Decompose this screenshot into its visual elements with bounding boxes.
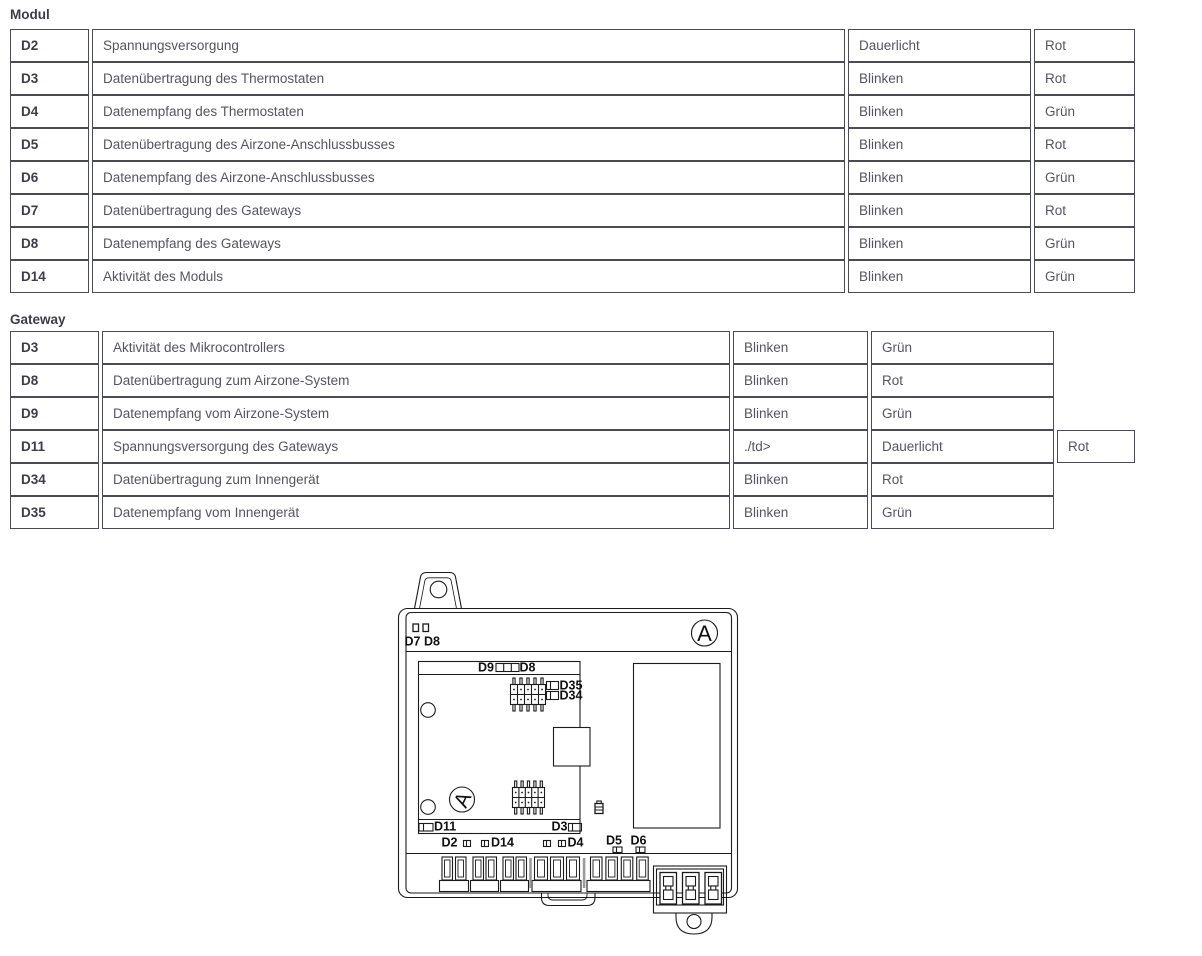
mode-cell: Blinken [848, 194, 1031, 227]
module-diagram [393, 556, 751, 956]
label-d14: D14 [491, 835, 514, 850]
label-d7-d8: D7 D8 [404, 634, 440, 649]
description-cell: Datenübertragung zum Innengerät [102, 463, 730, 496]
description-cell: Datenempfang des Airzone-Anschlussbusses [92, 161, 845, 194]
led-id-cell: D9 [10, 397, 99, 430]
description-cell: Datenempfang vom Innengerät [102, 496, 730, 529]
label-d6: D6 [630, 833, 647, 848]
description-cell: Datenempfang des Gateways [92, 227, 845, 260]
table-row [10, 62, 1135, 95]
led-d4 [559, 841, 566, 847]
table-row [10, 397, 1135, 430]
led-d6 [636, 847, 645, 853]
color-cell: Rot [1034, 29, 1135, 62]
mode-cell: Blinken [733, 496, 868, 529]
color-cell: Rot [871, 364, 1054, 397]
led-id-cell: D7 [10, 194, 89, 227]
label-d11: D11 [434, 819, 457, 834]
mode-cell: Blinken [733, 364, 868, 397]
pcb-hole-top [421, 703, 436, 718]
mode-cell: Blinken [733, 331, 868, 364]
color-cell: Rot [1034, 194, 1135, 227]
description-cell: Datenübertragung des Airzone-Anschlussbusses [92, 128, 845, 161]
led-d34 [547, 692, 559, 700]
led-d11 [419, 824, 433, 832]
table-row [10, 128, 1135, 161]
table-row [10, 194, 1135, 227]
mode-cell: Blinken [848, 95, 1031, 128]
mode-cell: Blinken [848, 260, 1031, 293]
description-cell: Aktivität des Moduls [92, 260, 845, 293]
pcb-logo-letter: A [449, 788, 477, 812]
mode-cell: Blinken [848, 62, 1031, 95]
led-id-cell: D3 [10, 62, 89, 95]
label-d35: D35 [559, 678, 583, 693]
led-id-cell: D11 [10, 430, 99, 463]
modul-section-title: Modul [10, 7, 50, 22]
mode-cell: Blinken [848, 161, 1031, 194]
led-id-cell: D14 [10, 260, 89, 293]
label-d34: D34 [559, 688, 583, 703]
color-cell: Grün [1034, 95, 1135, 128]
led-id-cell: D35 [10, 496, 99, 529]
table-row [10, 430, 1135, 463]
terminal-strip [440, 857, 651, 892]
right-compartment [634, 664, 721, 829]
description-cell: Datenempfang vom Airzone-System [102, 397, 730, 430]
color-cell: Rot [1034, 128, 1135, 161]
color-cell: Grün [871, 331, 1054, 364]
power-connector [654, 866, 727, 913]
modul-table [10, 29, 1135, 293]
label-d3: D3 [551, 819, 568, 834]
color-cell: Grün [1034, 161, 1135, 194]
table-row [10, 260, 1135, 293]
table-row [10, 29, 1135, 62]
color-cell: Grün [1034, 260, 1135, 293]
din-rail-clip [542, 894, 596, 906]
label-d5: D5 [606, 833, 622, 848]
raw-artifact-cell: ./td> [733, 430, 868, 463]
color-cell: Rot [1034, 62, 1135, 95]
color-cell: Grün [1034, 227, 1135, 260]
led-id-cell: D8 [10, 364, 99, 397]
mode-cell: Blinken [733, 397, 868, 430]
description-cell: Datenübertragung des Gateways [92, 194, 845, 227]
led-bar-d9-d8 [496, 664, 519, 672]
color-cell: Rot [1057, 430, 1135, 463]
led-id-cell: D8 [10, 227, 89, 260]
gateway-table [10, 331, 1135, 529]
mode-cell: Dauerlicht [848, 29, 1031, 62]
chip-icon [595, 801, 603, 814]
color-cell: Grün [871, 397, 1054, 430]
label-d2: D2 [441, 835, 458, 850]
led-id-cell: D4 [10, 95, 89, 128]
table-row [10, 331, 1135, 364]
description-cell: Datenübertragung des Thermostaten [92, 62, 845, 95]
table-row [10, 227, 1135, 260]
table-row [10, 364, 1135, 397]
airzone-logo-letter: A [697, 621, 712, 646]
led-d2 [464, 841, 471, 847]
table-row [10, 496, 1135, 529]
led-id-cell: D3 [10, 331, 99, 364]
color-cell: Rot [871, 463, 1054, 496]
pin-header-top [511, 678, 546, 711]
mounting-tab-bottom [676, 913, 712, 934]
color-cell: Grün [871, 496, 1054, 529]
label-d8: D8 [519, 660, 536, 675]
mode-cell: Dauerlicht [871, 430, 1054, 463]
led-id-cell: D34 [10, 463, 99, 496]
table-row [10, 161, 1135, 194]
led-unlabeled [544, 841, 551, 847]
led-id-cell: D2 [10, 29, 89, 62]
description-cell: Datenempfang des Thermostaten [92, 95, 845, 128]
table-row [10, 95, 1135, 128]
label-d9: D9 [478, 660, 494, 675]
description-cell: Aktivität des Mikrocontrollers [102, 331, 730, 364]
pcb-hole-bottom [421, 800, 436, 815]
mode-cell: Blinken [848, 227, 1031, 260]
pin-header-bottom [513, 781, 545, 814]
led-d8-top [423, 624, 429, 632]
led-d7 [413, 624, 419, 632]
gateway-section-title: Gateway [10, 312, 66, 327]
led-d35 [547, 682, 559, 690]
mode-cell: Blinken [848, 128, 1031, 161]
led-id-cell: D5 [10, 128, 89, 161]
label-d4: D4 [567, 835, 584, 850]
table-row [10, 463, 1135, 496]
description-cell: Spannungsversorgung [92, 29, 845, 62]
led-id-cell: D6 [10, 161, 89, 194]
center-connector [554, 728, 591, 767]
mode-cell: Blinken [733, 463, 868, 496]
mounting-tab-top [415, 573, 462, 609]
description-cell: Spannungsversorgung des Gateways [102, 430, 730, 463]
description-cell: Datenübertragung zum Airzone-System [102, 364, 730, 397]
led-d5 [613, 847, 622, 853]
led-d14 [482, 841, 489, 847]
